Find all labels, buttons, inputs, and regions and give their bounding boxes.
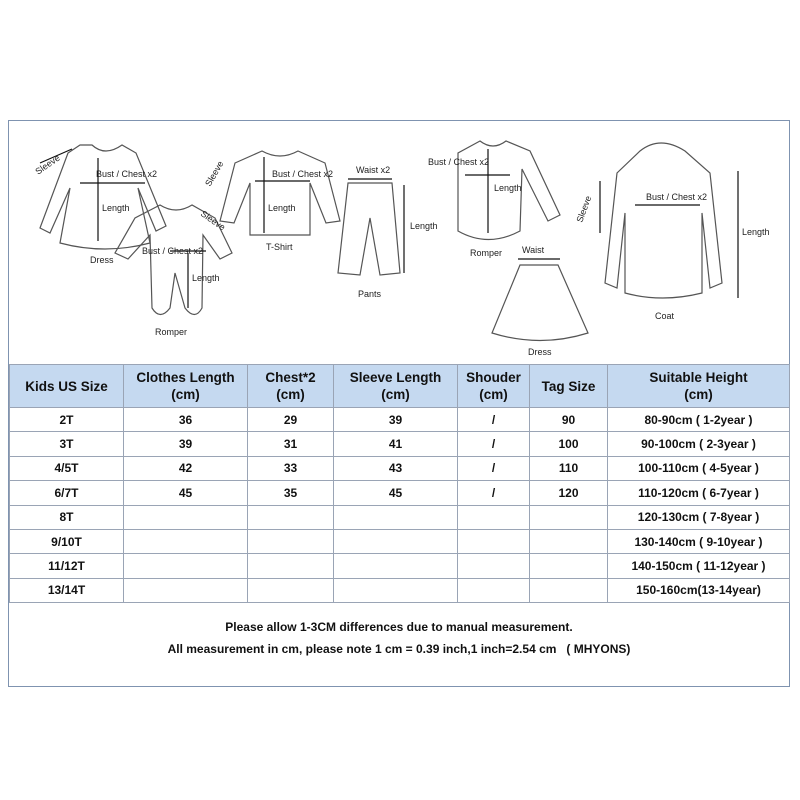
coat-length-label: Length (742, 227, 770, 237)
table-row (10, 456, 790, 480)
table-cell (248, 505, 334, 529)
tshirt-sleeve-label: Sleeve (203, 159, 226, 188)
note-tolerance: Please allow 1-3CM differences due to manual measurement. (225, 620, 573, 634)
column-header: Sleeve Length (cm) (334, 365, 458, 408)
table-cell (530, 505, 608, 529)
pants-waist-label: Waist x2 (356, 165, 391, 175)
table-cell (334, 505, 458, 529)
table-cell: 6/7T (10, 481, 124, 505)
table-cell: 42 (124, 456, 248, 480)
table-cell: / (458, 432, 530, 456)
table-cell: 39 (124, 432, 248, 456)
table-cell: 31 (248, 432, 334, 456)
table-cell: 39 (334, 408, 458, 432)
romper-sleeve-label: Sleeve (198, 208, 228, 233)
garment-measurement-illustration (10, 123, 788, 363)
coat-sleeve-label: Sleeve (574, 194, 594, 224)
notes (9, 608, 789, 660)
pants-drawing (338, 179, 404, 275)
table-cell: 120 (530, 481, 608, 505)
table-cell: 9/10T (10, 529, 124, 553)
bodysuit-length-label: Length (494, 183, 522, 193)
table-cell: 11/12T (10, 554, 124, 578)
table-header-row (10, 365, 790, 408)
table-cell: 120-130cm ( 7-8year ) (608, 505, 790, 529)
table-cell: 140-150cm ( 11-12year ) (608, 554, 790, 578)
table-cell: 2T (10, 408, 124, 432)
table-cell: 8T (10, 505, 124, 529)
table-cell: 45 (334, 481, 458, 505)
coat-title: Coat (655, 311, 675, 321)
table-body (10, 408, 790, 603)
table-cell (124, 529, 248, 553)
tshirt-title: T-Shirt (266, 242, 293, 252)
column-header: Suitable Height (cm) (608, 365, 790, 408)
table-cell: 45 (124, 481, 248, 505)
table-cell: 43 (334, 456, 458, 480)
table-cell (458, 554, 530, 578)
column-header: Clothes Length (cm) (124, 365, 248, 408)
coat-bust-label: Bust / Chest x2 (646, 192, 708, 202)
table-cell (530, 578, 608, 602)
table-cell: 13/14T (10, 578, 124, 602)
table-cell: 100-110cm ( 4-5year ) (608, 456, 790, 480)
table-row (10, 505, 790, 529)
table-cell (124, 554, 248, 578)
table-cell: 90-100cm ( 2-3year ) (608, 432, 790, 456)
table-cell: 33 (248, 456, 334, 480)
table-cell (124, 578, 248, 602)
table-cell (334, 578, 458, 602)
tshirt-bust-label: Bust / Chest x2 (272, 169, 334, 179)
table-cell (124, 505, 248, 529)
table-cell: / (458, 481, 530, 505)
table-cell: 36 (124, 408, 248, 432)
column-header: Chest*2 (cm) (248, 365, 334, 408)
table-cell: 150-160cm(13-14year) (608, 578, 790, 602)
table-row (10, 408, 790, 432)
tshirt-length-label: Length (268, 203, 296, 213)
skirt-waist-label: Waist (522, 245, 545, 255)
table-cell: 35 (248, 481, 334, 505)
table-cell: 29 (248, 408, 334, 432)
table-row (10, 554, 790, 578)
table-cell: 80-90cm ( 1-2year ) (608, 408, 790, 432)
table-row (10, 529, 790, 553)
table-row (10, 481, 790, 505)
pants-title: Pants (358, 289, 382, 299)
table-cell: / (458, 456, 530, 480)
size-table (9, 364, 790, 603)
table-cell (458, 505, 530, 529)
table-cell: / (458, 408, 530, 432)
table-cell: 90 (530, 408, 608, 432)
romper-length-label: Length (192, 273, 220, 283)
coat-drawing (600, 143, 738, 298)
table-cell: 110 (530, 456, 608, 480)
table-cell (248, 554, 334, 578)
table-cell (458, 529, 530, 553)
skirt-drawing (492, 259, 588, 341)
table-cell (458, 578, 530, 602)
column-header: Kids US Size (10, 365, 124, 408)
skirt-title: Dress (528, 347, 552, 357)
pants-length-label: Length (410, 221, 438, 231)
bodysuit-title: Romper (470, 248, 503, 258)
table-cell: 100 (530, 432, 608, 456)
table-cell (248, 578, 334, 602)
column-header: Tag Size (530, 365, 608, 408)
table-row (10, 432, 790, 456)
bodysuit-bust-label: Bust / Chest x2 (428, 157, 490, 167)
dress-sleeve-label: Sleeve (33, 152, 62, 177)
table-cell: 41 (334, 432, 458, 456)
table-cell (334, 529, 458, 553)
column-header: Shouder (cm) (458, 365, 530, 408)
note-units: All measurement in cm, please note 1 cm = 0.39 inch,1 inch=2.54 cm ( MHYONS) (167, 642, 631, 656)
dress-title: Dress (90, 255, 114, 265)
dress-bust-label: Bust / Chest x2 (96, 169, 158, 179)
dress-length-label: Length (102, 203, 130, 213)
romper-bust-label: Bust / Chest x2 (142, 246, 204, 256)
table-cell: 4/5T (10, 456, 124, 480)
romper-title: Romper (155, 327, 188, 337)
table-cell (530, 529, 608, 553)
table-cell: 130-140cm ( 9-10year ) (608, 529, 790, 553)
table-cell (530, 554, 608, 578)
table-row (10, 578, 790, 602)
table-cell (334, 554, 458, 578)
table-cell: 3T (10, 432, 124, 456)
tshirt-drawing (220, 151, 340, 235)
table-cell: 110-120cm ( 6-7year ) (608, 481, 790, 505)
table-cell (248, 529, 334, 553)
